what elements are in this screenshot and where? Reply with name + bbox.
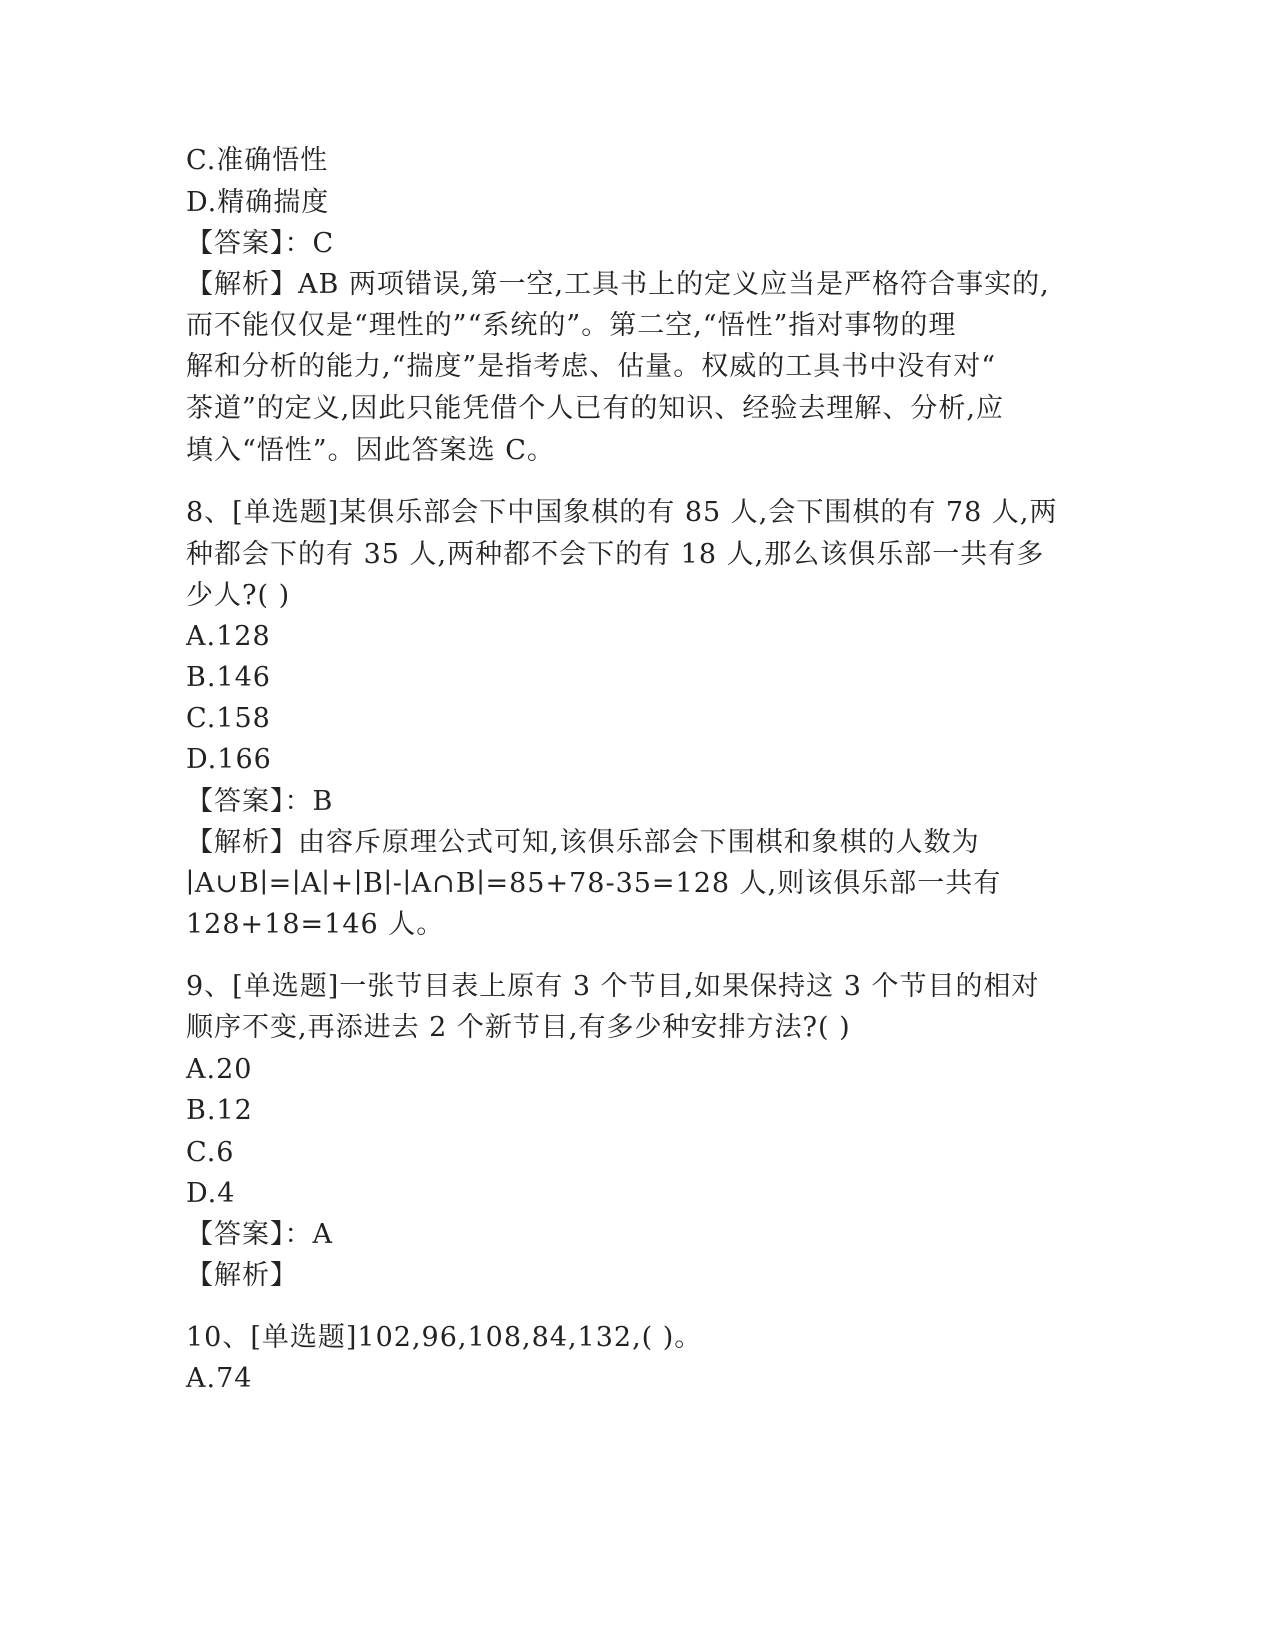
q9-stem-line: 9、[单选题]一张节目表上原有 3 个节目,如果保持这 3 个节目的相对: [186, 971, 1040, 1002]
q8-option-b: B.146: [186, 662, 271, 693]
q8-stem-line: 种都会下的有 35 人,两种都不会下的有 18 人,那么该俱乐部一共有多: [186, 539, 1045, 570]
q8-stem-line: 8、[单选题]某俱乐部会下中国象棋的有 85 人,会下围棋的有 78 人,两: [186, 497, 1058, 528]
q8-analysis-line: 【解析】由容斥原理公式可知,该俱乐部会下围棋和象棋的人数为: [186, 827, 980, 858]
q9-option-d: D.4: [186, 1178, 236, 1209]
q10-stem: 10、[单选题]102,96,108,84,132,( )。: [186, 1322, 703, 1353]
q7-analysis-line: 填入“悟性”。因此答案选 C。: [186, 435, 555, 466]
q8-option-a: A.128: [186, 621, 271, 652]
q7-option-c: C.准确悟性: [186, 145, 329, 176]
q8-option-c: C.158: [186, 703, 271, 734]
q7-answer: 【答案】：C: [186, 228, 335, 259]
q7-analysis-line: 而不能仅仅是“理性的”“系统的”。第二空,“悟性”指对事物的理: [186, 310, 957, 341]
q7-analysis-line: 解和分析的能力,“揣度”是指考虑、估量。权威的工具书中没有对“: [186, 351, 996, 382]
q7-analysis-line: 茶道”的定义,因此只能凭借个人已有的知识、经验去理解、分析,应: [186, 393, 1004, 424]
q7-option-d: D.精确揣度: [186, 187, 330, 218]
q9-option-c: C.6: [186, 1137, 235, 1168]
q8-stem-line: 少人?( ): [186, 580, 291, 611]
q9-stem-line: 顺序不变,再添进去 2 个新节目,有多少种安排方法?( ): [186, 1012, 851, 1043]
q8-analysis-line: 128+18=146 人。: [186, 909, 445, 940]
q9-analysis: 【解析】: [186, 1260, 298, 1291]
q10-option-a: A.74: [186, 1363, 253, 1394]
q8-analysis-line: ∣A∪B∣=∣A∣+∣B∣-∣A∩B∣=85+78-35=128 人,则该俱乐部一共有: [186, 868, 1002, 899]
q9-option-a: A.20: [186, 1054, 253, 1085]
q8-option-d: D.166: [186, 744, 272, 775]
q9-answer: 【答案】：A: [186, 1219, 333, 1250]
q8-answer: 【答案】：B: [186, 786, 334, 817]
q9-option-b: B.12: [186, 1095, 253, 1126]
q7-analysis-line: 【解析】AB 两项错误,第一空,工具书上的定义应当是严格符合事实的,: [186, 269, 1050, 300]
